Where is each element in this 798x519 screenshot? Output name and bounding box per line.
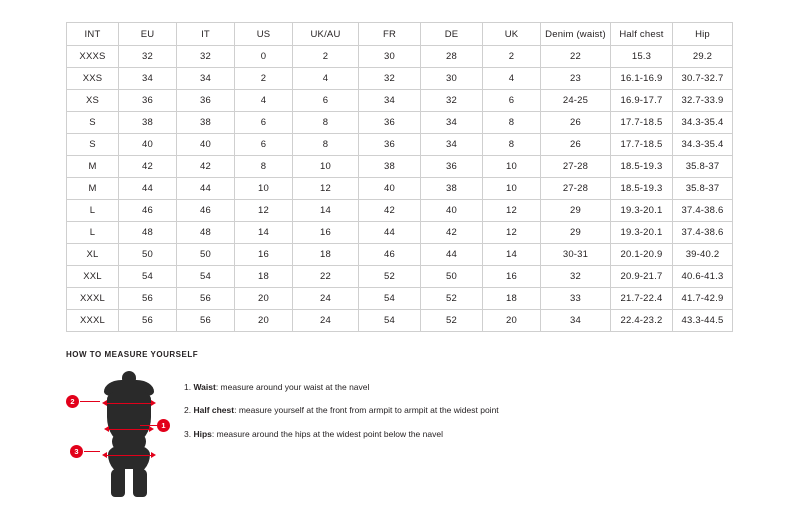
cell: 24 [293,310,359,332]
column-header: Denim (waist) [541,23,611,46]
mannequin-illustration [66,369,184,499]
cell: 34 [359,90,421,112]
marker-1-leader-line [140,425,158,426]
waist-measure-line [106,429,152,430]
cell: 19.3-20.1 [611,222,673,244]
table-header [67,23,733,46]
measure-note-waist [184,381,732,393]
cell: 36 [119,90,177,112]
cell: 48 [177,222,235,244]
cell: 8 [293,134,359,156]
cell: 34 [541,310,611,332]
cell: 56 [119,310,177,332]
cell: 22 [293,266,359,288]
cell: 20.1-20.9 [611,244,673,266]
cell: 4 [235,90,293,112]
table-row [67,68,733,90]
cell: 18 [293,244,359,266]
waist-arrow-right-icon [149,426,154,432]
cell: 4 [483,68,541,90]
cell: 18.5-19.3 [611,156,673,178]
table-row [67,112,733,134]
mannequin-left-leg [111,469,125,497]
column-header: Hip [673,23,733,46]
cell: 46 [119,200,177,222]
cell: 12 [483,222,541,244]
marker-3-leader-line [84,451,100,452]
cell: 8 [483,112,541,134]
cell: 22 [541,46,611,68]
cell: 32 [177,46,235,68]
cell: 40 [119,134,177,156]
cell: 50 [177,244,235,266]
cell: 16 [235,244,293,266]
cell: 54 [359,288,421,310]
hip-arrow-right-icon [151,452,156,458]
cell: 8 [235,156,293,178]
cell: 30 [359,46,421,68]
column-header: Half chest [611,23,673,46]
table-row [67,200,733,222]
cell: 54 [119,266,177,288]
cell: 20.9-21.7 [611,266,673,288]
size-table [66,22,733,332]
cell: 42 [421,222,483,244]
cell: 32 [119,46,177,68]
cell: S [67,112,119,134]
cell: 34 [421,112,483,134]
cell: 42 [359,200,421,222]
mannequin-right-leg [133,469,147,497]
cell: 26 [541,112,611,134]
cell: 6 [235,134,293,156]
cell: 42 [119,156,177,178]
cell: XXXL [67,288,119,310]
cell: 40 [421,200,483,222]
cell: S [67,134,119,156]
cell: 19.3-20.1 [611,200,673,222]
measure-notes [184,369,732,451]
cell: 24-25 [541,90,611,112]
cell: 27-28 [541,178,611,200]
measure-note-hips [184,428,732,440]
note-index: 2. [184,405,192,416]
cell: 30.7-32.7 [673,68,733,90]
table-row [67,178,733,200]
cell: 44 [177,178,235,200]
table-body [67,46,733,332]
marker-1: 1 [157,419,170,432]
cell: 18.5-19.3 [611,178,673,200]
cell: 10 [483,178,541,200]
note-term: Half chest [193,405,235,416]
cell: 28 [421,46,483,68]
cell: 10 [483,156,541,178]
column-header: EU [119,23,177,46]
cell: 36 [421,156,483,178]
cell: 54 [359,310,421,332]
cell: 29.2 [673,46,733,68]
cell: M [67,156,119,178]
marker-3: 3 [70,445,83,458]
column-header: UK/AU [293,23,359,46]
cell: 32 [541,266,611,288]
cell: 21.7-22.4 [611,288,673,310]
cell: 12 [293,178,359,200]
table-row [67,134,733,156]
cell: 37.4-38.6 [673,222,733,244]
cell: 52 [359,266,421,288]
chest-arrow-left-icon [102,400,107,406]
cell: 38 [359,156,421,178]
cell: 38 [177,112,235,134]
cell: 17.7-18.5 [611,134,673,156]
cell: 6 [483,90,541,112]
table-row [67,156,733,178]
cell: 36 [177,90,235,112]
cell: 10 [235,178,293,200]
cell: 24 [293,288,359,310]
cell: 26 [541,134,611,156]
cell: M [67,178,119,200]
cell: 38 [421,178,483,200]
cell: 17.7-18.5 [611,112,673,134]
cell: 32.7-33.9 [673,90,733,112]
note-text: : measure yourself at the front from armpit to armpit at the widest point [234,405,499,416]
cell: 35.8-37 [673,156,733,178]
cell: 4 [293,68,359,90]
cell: 22.4-23.2 [611,310,673,332]
table-row [67,46,733,68]
cell: 16 [483,266,541,288]
cell: 37.4-38.6 [673,200,733,222]
cell: 30-31 [541,244,611,266]
table-row [67,90,733,112]
note-term: Waist [193,382,216,392]
cell: 34.3-35.4 [673,112,733,134]
cell: 8 [293,112,359,134]
cell: 50 [421,266,483,288]
table-row [67,266,733,288]
cell: 40.6-41.3 [673,266,733,288]
note-text: : measure around the hips at the widest point below the navel [211,428,443,439]
how-to-measure-body [66,369,732,499]
cell: XXXL [67,310,119,332]
column-header: US [235,23,293,46]
cell: 56 [119,288,177,310]
cell: L [67,200,119,222]
mannequin-leg-gap [125,469,133,497]
cell: 10 [293,156,359,178]
cell: 20 [483,310,541,332]
size-chart [66,22,732,332]
cell: 38 [119,112,177,134]
cell: 41.7-42.9 [673,288,733,310]
cell: 56 [177,288,235,310]
cell: 44 [359,222,421,244]
cell: XXS [67,68,119,90]
cell: 34.3-35.4 [673,134,733,156]
cell: 40 [177,134,235,156]
cell: 48 [119,222,177,244]
cell: 6 [293,90,359,112]
cell: 14 [293,200,359,222]
cell: 44 [119,178,177,200]
cell: 18 [483,288,541,310]
cell: 2 [293,46,359,68]
cell: XXL [67,266,119,288]
cell: 56 [177,310,235,332]
cell: 29 [541,222,611,244]
table-row [67,288,733,310]
table-row [67,310,733,332]
cell: 32 [421,90,483,112]
cell: 50 [119,244,177,266]
cell: 2 [483,46,541,68]
cell: 18 [235,266,293,288]
cell: 8 [483,134,541,156]
cell: XXXS [67,46,119,68]
cell: 16 [293,222,359,244]
cell: 44 [421,244,483,266]
cell: 52 [421,310,483,332]
note-term: Hips [193,428,212,439]
cell: XL [67,244,119,266]
column-header: FR [359,23,421,46]
cell: 15.3 [611,46,673,68]
table-row [67,244,733,266]
cell: 16.1-16.9 [611,68,673,90]
cell: 33 [541,288,611,310]
cell: 29 [541,200,611,222]
cell: 0 [235,46,293,68]
column-header: UK [483,23,541,46]
note-index: 3. [184,428,192,439]
cell: 12 [235,200,293,222]
cell: 54 [177,266,235,288]
cell: 34 [177,68,235,90]
cell: L [67,222,119,244]
measure-note-half-chest [184,404,732,416]
marker-2: 2 [66,395,79,408]
cell: 20 [235,288,293,310]
cell: 23 [541,68,611,90]
cell: 16.9-17.7 [611,90,673,112]
chest-arrow-right-icon [151,400,156,406]
cell: 2 [235,68,293,90]
cell: 27-28 [541,156,611,178]
cell: 39-40.2 [673,244,733,266]
column-header: DE [421,23,483,46]
cell: 35.8-37 [673,178,733,200]
cell: 6 [235,112,293,134]
cell: 46 [177,200,235,222]
half-chest-measure-line [104,403,154,404]
cell: 20 [235,310,293,332]
cell: 14 [483,244,541,266]
cell: 14 [235,222,293,244]
column-header: IT [177,23,235,46]
cell: 36 [359,112,421,134]
cell: 46 [359,244,421,266]
note-text: : measure around your waist at the navel [215,382,370,392]
cell: 36 [359,134,421,156]
cell: 34 [119,68,177,90]
cell: 40 [359,178,421,200]
cell: 12 [483,200,541,222]
note-index: 1. [184,382,192,392]
cell: 52 [421,288,483,310]
cell: 30 [421,68,483,90]
hip-arrow-left-icon [102,452,107,458]
hip-measure-line [104,455,154,456]
marker-2-leader-line [80,401,100,402]
cell: 32 [359,68,421,90]
how-to-measure-title: HOW TO MEASURE YOURSELF [66,350,199,359]
cell: 34 [421,134,483,156]
cell: XS [67,90,119,112]
cell: 42 [177,156,235,178]
how-to-measure-section [66,350,732,499]
cell: 43.3-44.5 [673,310,733,332]
column-header: INT [67,23,119,46]
waist-arrow-left-icon [104,426,109,432]
mannequin-body-icon [98,371,160,499]
table-row [67,222,733,244]
table-header-row [67,23,733,46]
